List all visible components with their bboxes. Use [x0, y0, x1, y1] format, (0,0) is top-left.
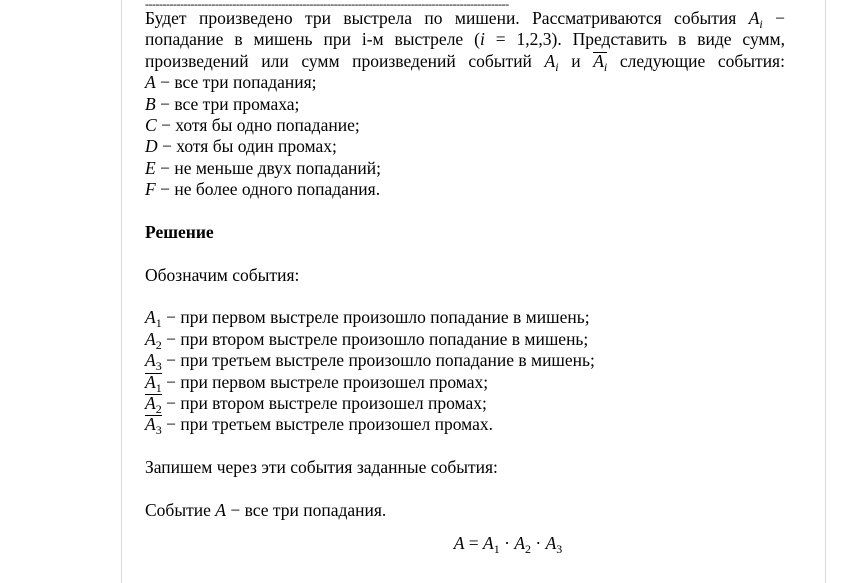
formula-subscript: 3 — [556, 542, 563, 557]
event-description: − хотя бы одно попадание; — [156, 114, 360, 135]
definition-item — [145, 414, 785, 438]
page-margin-right — [825, 0, 826, 583]
problem-line-3 — [145, 51, 785, 72]
event-description: − все три промаха; — [155, 93, 300, 114]
formula-subscript: 1 — [493, 542, 500, 557]
event-item — [145, 115, 785, 136]
solution-heading: Решение — [145, 221, 214, 242]
event-subscript: i — [603, 59, 608, 74]
document-page — [145, 0, 785, 555]
dash: − — [762, 8, 785, 28]
definition-item — [145, 372, 785, 393]
event-description: − хотя бы один промах; — [157, 136, 337, 157]
separator-line: -------------------------------------------------------------------------------------------------------- — [145, 0, 509, 8]
event-description: − не меньше двух попаданий; — [155, 157, 381, 178]
write-intro: Запишем через эти события заданные события: — [145, 457, 498, 478]
event-symbol: A — [145, 72, 156, 93]
event-symbol: B — [145, 93, 156, 114]
definition-text: − при втором выстреле произошло попадание в мишень; — [161, 328, 589, 349]
definition-text: − при первом выстреле произошел промах; — [161, 371, 489, 392]
event-item — [145, 158, 785, 179]
page-margin-left — [121, 0, 122, 583]
spacer — [145, 479, 785, 500]
event-symbol: C — [145, 114, 157, 135]
index-symbol: i — [479, 29, 485, 50]
spacer — [145, 521, 785, 533]
problem-statement — [145, 8, 785, 201]
event-symbol: A — [544, 50, 556, 71]
event-symbol: A — [145, 328, 156, 349]
event-item — [145, 94, 785, 115]
event-subscript: 3 — [155, 423, 162, 438]
event-subscript: 1 — [155, 380, 162, 395]
event-symbol: E — [145, 157, 156, 178]
definition-text: − при втором выстреле произошел промах; — [161, 393, 487, 414]
event-symbol: A — [145, 414, 156, 435]
problem-text-3a: произведений или сумм произведений событий — [145, 50, 545, 71]
definition-item — [145, 393, 785, 417]
complement-event — [145, 414, 162, 438]
formula-term: A — [483, 533, 494, 554]
spacer — [145, 201, 785, 222]
event-symbol: A — [748, 8, 760, 28]
spacer — [145, 286, 785, 307]
multiply-dot: · — [531, 533, 546, 554]
definition-item — [145, 307, 785, 331]
formula-lhs: A — [453, 533, 465, 554]
event-symbol: A — [145, 350, 156, 371]
problem-text-1: Будет произведено три выстрела по мишени. Рассматриваются события — [145, 8, 737, 28]
event-item — [145, 179, 785, 200]
complement-event — [145, 371, 162, 395]
definition-text: − при первом выстреле произошло попадание в мишень; — [161, 307, 590, 328]
formula-subscript: 2 — [525, 542, 532, 557]
event-symbol: F — [145, 179, 156, 200]
formula-a — [145, 533, 785, 557]
event-symbol: D — [145, 136, 158, 157]
event-symbol: A — [593, 50, 604, 71]
event-a-prefix: Событие — [145, 499, 216, 520]
event-subscript: 1 — [155, 316, 162, 331]
definition-text: − при третьем выстреле произошел промах. — [161, 414, 493, 435]
event-symbol: A — [215, 499, 226, 520]
definitions-list — [145, 307, 785, 438]
problem-text-2a: попадание в мишень при i-м выстреле ( — [145, 29, 480, 50]
event-subscript: 2 — [155, 337, 162, 352]
solution-intro: Обозначим события: — [145, 264, 300, 285]
event-symbol: A — [145, 393, 156, 414]
problem-line-1 — [145, 8, 785, 29]
problem-text-2b: = 1,2,3). Представить в виде сумм, — [484, 29, 785, 50]
definition-item — [145, 329, 785, 350]
definition-item — [145, 350, 785, 374]
event-subscript: 3 — [155, 359, 162, 374]
event-subscript: i — [555, 59, 559, 74]
event-item — [145, 136, 785, 157]
event-subscript: 2 — [155, 402, 162, 417]
equals-sign: = — [464, 533, 484, 554]
complement-event — [145, 393, 162, 417]
event-symbol: A — [145, 307, 156, 328]
spacer — [145, 243, 785, 264]
event-description: − все три попадания; — [155, 72, 317, 93]
event-a-text: − все три попадания. — [225, 499, 387, 520]
definition-text: − при третьем выстреле произошло попадание в мишень; — [161, 350, 595, 371]
multiply-dot: · — [499, 533, 515, 554]
event-subscript: i — [759, 17, 763, 31]
conjunction: и — [558, 50, 594, 71]
formula-term: A — [545, 533, 557, 554]
problem-line-2 — [145, 29, 785, 50]
complement-event — [593, 50, 608, 74]
event-description: − не более одного попадания. — [155, 179, 381, 200]
event-symbol: A — [145, 371, 156, 392]
event-a-statement — [145, 500, 785, 521]
event-item — [145, 72, 785, 93]
problem-text-3b: следующие события: — [607, 50, 785, 71]
formula-term: A — [514, 533, 526, 554]
spacer — [145, 436, 785, 457]
